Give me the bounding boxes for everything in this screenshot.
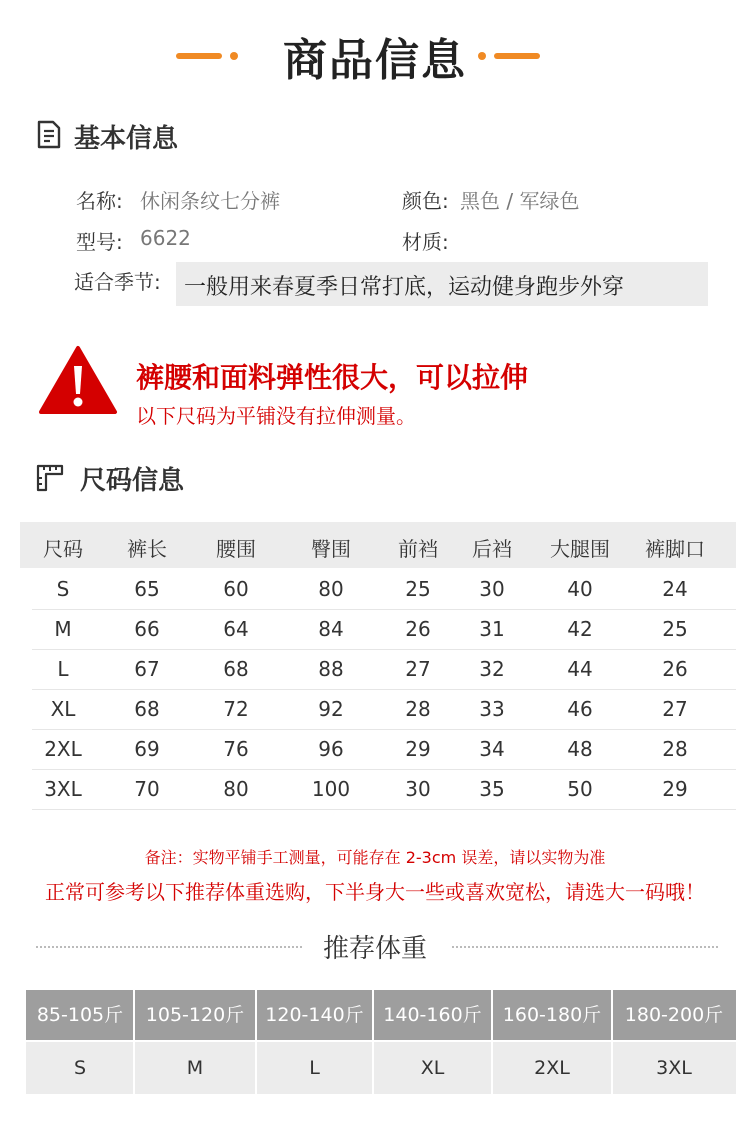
size-table-cell: 50 (567, 777, 593, 801)
model-value: 6622 (140, 226, 191, 250)
season-box (176, 262, 708, 306)
column-separator (372, 990, 374, 1094)
weight-range-cell: 140-160斤 (383, 1004, 482, 1026)
size-table-cell: 26 (662, 657, 688, 681)
warning-icon (38, 344, 118, 420)
column-separator (491, 990, 493, 1094)
recommend-title: 推荐体重 (322, 934, 427, 964)
size-table-cell: 46 (567, 697, 593, 721)
size-table-cell: 68 (223, 657, 249, 681)
basic-info-title: 基本信息 (74, 124, 179, 154)
table-row-divider (32, 769, 736, 770)
table-row-divider (32, 609, 736, 610)
size-advice-note: 正常可参考以下推荐体重选购，下半身大一些或喜欢宽松，请选大一码哦！ (45, 880, 705, 904)
weight-range-cell: 105-120斤 (145, 1004, 245, 1026)
size-table-cell: 25 (405, 577, 431, 601)
size-table-cell: 3XL (44, 777, 82, 801)
recommended-size-cell: L (309, 1057, 320, 1079)
size-table-cell: 60 (223, 577, 249, 601)
size-table-cell: 28 (662, 737, 688, 761)
size-header-cell: 前裆 (398, 537, 438, 561)
size-table-cell: L (57, 657, 69, 681)
size-table-cell: 92 (318, 697, 344, 721)
recommended-size-cell: S (73, 1057, 87, 1079)
document-icon (36, 120, 62, 154)
recommended-size-cell: 3XL (656, 1057, 692, 1079)
size-table-cell: 34 (479, 737, 505, 761)
size-table-cell: 80 (318, 577, 344, 601)
size-table-cell: 40 (567, 577, 593, 601)
material-label: 材质: (402, 230, 449, 254)
size-table-cell: 67 (134, 657, 160, 681)
size-header-cell: 臀围 (311, 537, 351, 561)
size-table-cell: 2XL (44, 737, 82, 761)
size-header-cell: 裤脚口 (645, 537, 705, 561)
measurement-note: 备注：实物平铺手工测量，可能存在 2-3cm 误差，请以实物为准 (144, 848, 606, 867)
name-label: 名称: (76, 189, 123, 213)
column-separator (611, 990, 613, 1094)
recommend-table (26, 990, 736, 1094)
size-table-cell: 88 (318, 657, 344, 681)
size-table-cell: 44 (567, 657, 593, 681)
size-table-cell: 48 (567, 737, 593, 761)
weight-range-cell: 180-200斤 (624, 1004, 724, 1026)
size-table-cell: 28 (405, 697, 431, 721)
page-title: 商品信息 (283, 35, 467, 86)
table-row-divider (32, 649, 736, 650)
size-header-cell: 后裆 (472, 537, 512, 561)
color-label: 颜色: (402, 189, 449, 213)
column-separator (133, 990, 135, 1094)
size-table-cell: 31 (479, 617, 505, 641)
size-table-cell: 70 (134, 777, 160, 801)
color-value: 黑色 / 军绿色 (460, 189, 580, 213)
size-table-cell: 35 (479, 777, 505, 801)
season-label: 适合季节: (74, 270, 161, 294)
size-table-cell: 30 (405, 777, 431, 801)
weight-range-cell: 85-105斤 (36, 1004, 124, 1026)
size-table-cell: 68 (134, 697, 160, 721)
table-row-divider (32, 689, 736, 690)
size-table-cell: 96 (318, 737, 344, 761)
size-table-cell: 66 (134, 617, 160, 641)
size-table-cell: 69 (134, 737, 160, 761)
size-table-cell: 32 (479, 657, 505, 681)
size-table-cell: M (54, 617, 72, 641)
size-table-cell: 84 (318, 617, 344, 641)
recommended-size-cell: 2XL (534, 1057, 570, 1079)
season-value: 一般用来春夏季日常打底，运动健身跑步外穿 (184, 275, 625, 300)
size-table-cell: 27 (662, 697, 688, 721)
warning-sub-text: 以下尺码为平铺没有拉伸测量。 (136, 404, 416, 428)
size-table-cell: 25 (662, 617, 688, 641)
size-table-cell: 72 (223, 697, 249, 721)
size-table-cell: 100 (311, 777, 351, 801)
size-table-cell: 42 (567, 617, 593, 641)
table-row-divider (32, 809, 736, 810)
size-table-cell: 29 (405, 737, 431, 761)
size-header-cell: 大腿围 (550, 537, 610, 561)
column-separator (255, 990, 257, 1094)
name-value: 休闲条纹七分裤 (140, 189, 280, 213)
size-info-title: 尺码信息 (80, 466, 185, 496)
size-table-cell: 76 (223, 737, 249, 761)
ruler-icon (36, 464, 64, 496)
model-label: 型号: (76, 230, 123, 254)
header-line-right (494, 53, 540, 59)
weight-range-cell: 160-180斤 (502, 1004, 602, 1026)
table-row-divider (32, 729, 736, 730)
recommended-size-cell: M (186, 1057, 204, 1079)
weight-range-cell: 120-140斤 (265, 1004, 364, 1026)
size-table-cell: 80 (223, 777, 249, 801)
size-header-cell: 尺码 (43, 537, 83, 561)
size-table-cell: 65 (134, 577, 160, 601)
size-table-cell: S (56, 577, 70, 601)
size-table-cell: 29 (662, 777, 688, 801)
size-table-cell: 64 (223, 617, 249, 641)
header-dot-right (478, 52, 486, 60)
warning-main-text: 裤腰和面料弹性很大，可以拉伸 (136, 361, 529, 394)
size-table-cell: 24 (662, 577, 688, 601)
size-table-cell: 27 (405, 657, 431, 681)
size-table-cell: 33 (479, 697, 505, 721)
divider-right (452, 946, 718, 948)
size-table-cell: 26 (405, 617, 431, 641)
size-header-cell: 腰围 (216, 537, 256, 561)
size-table-cell: 30 (479, 577, 505, 601)
size-table-cell: XL (50, 697, 76, 721)
size-header-cell: 裤长 (127, 537, 167, 561)
recommended-size-cell: XL (420, 1057, 445, 1079)
